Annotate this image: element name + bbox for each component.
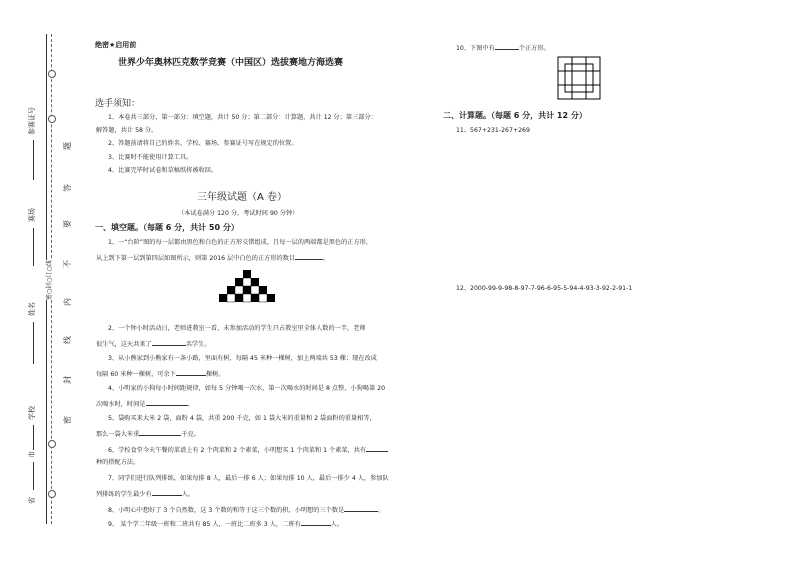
notice-heading: 选手须知： <box>95 99 141 109</box>
stair-square <box>259 286 267 294</box>
page-title: 世界少年奥林匹克数学竞赛（中国区）选拔赛地方海选赛 <box>118 58 344 68</box>
question-11: 11、567+231-267+269 <box>456 127 530 134</box>
section-fill-in: 一、填空题。（每题 6 分，共计 50 分） <box>95 223 239 232</box>
question-7-line2: 列排练的学生最少有 人。 <box>96 488 194 499</box>
stair-square <box>251 294 259 302</box>
question-1-line1: 1、一“台阶”图的每一层都由黑色和白色的正方形交错组成，且每一层的两端都是黑色的正方形， <box>108 239 373 246</box>
question-1-text: 从上到下第一层到第四层如图所示，则第 2016 层中白色的正方形的数目 <box>96 255 296 262</box>
hall-label: 赛场 <box>28 208 36 222</box>
question-2-line2: 很生气，这天共来了 名学生。 <box>96 338 210 349</box>
question-5-line2: 那么一袋大米重 千克。 <box>96 428 200 439</box>
hall-blank <box>33 228 34 266</box>
warning-char-5: 内 <box>63 298 72 306</box>
stair-square <box>227 286 235 294</box>
city-label: 市 <box>28 451 36 458</box>
id-number-label: 参赛证号 <box>28 107 36 135</box>
answer-blank-2[interactable] <box>152 338 186 346</box>
binding-hole-2 <box>48 115 56 123</box>
answer-blank-9[interactable] <box>301 518 331 526</box>
inner-square <box>565 64 593 92</box>
city-blank <box>33 462 34 490</box>
outer-square <box>558 57 600 99</box>
cut-line-text: 密○封○订○线 <box>46 260 53 300</box>
squares-figure <box>557 56 601 100</box>
question-9: 9、 某个学二年级一班和二班共有 85 人，一班比二班多 3 人，二班有 人。 <box>108 518 343 529</box>
warning-char-7: 封 <box>63 376 72 384</box>
answer-blank-1[interactable] <box>295 252 323 260</box>
school-label: 学校 <box>28 406 36 420</box>
question-6-line2: 种的搭配方法。 <box>96 459 140 466</box>
notice-item-1b: 解答题，共计 58 分。 <box>96 127 158 134</box>
binding-hole-1 <box>48 70 56 78</box>
province-label: 省 <box>28 497 36 504</box>
answer-blank-8[interactable] <box>344 504 378 512</box>
warning-char-2: 答 <box>63 184 72 192</box>
paper-title: 三年级试题（A 卷） <box>197 192 288 203</box>
question-10: 10、下图中有 个正方形。 <box>456 42 550 53</box>
warning-char-6: 线 <box>63 336 72 344</box>
stair-square <box>251 278 259 286</box>
question-8: 8、小明心中想好了 3 个自然数，这 3 个数的和等于这三个数的积，小明想的三个数是 。 <box>108 504 384 515</box>
question-1-line2: 从上到下第一层到第四层如图所示，则第 2016 层中白色的正方形的数目 。 <box>96 252 329 263</box>
notice-item-1: 1、本卷共三部分，第一部分：填空题，共计 50 分；第二部分：计算题，共计 12 分；第三部分： <box>108 114 377 121</box>
question-2-line1: 2、一个钟小时活动日，老师进教室一看，未参加活动的学生只占教室里全体人数的一半，老师 <box>108 325 366 332</box>
notice-item-3: 3、比赛时不能使用计算工具。 <box>108 154 193 161</box>
school-blank <box>33 425 34 450</box>
question-3-line1: 3、从小熊家到小熊家有一条小路，里面有树，每隔 45 米种一棵树，加上两端共 53 棵；现在改成 <box>108 355 377 362</box>
secret-mark: 绝密★启用前 <box>95 41 137 49</box>
id-number-blank <box>33 140 34 180</box>
question-12: 12、2000-99-9-98-8-97-7-96-6-95-5-94-4-93-3-92-2-91-1 <box>456 285 633 292</box>
name-label: 姓名 <box>28 302 36 316</box>
stair-square <box>235 294 243 302</box>
answer-blank-4[interactable] <box>146 398 188 406</box>
warning-char-3: 要 <box>63 220 72 228</box>
warning-char-8: 密 <box>63 416 72 424</box>
answer-blank-10[interactable] <box>495 42 519 50</box>
notice-item-2: 2、答题前请将自己的姓名、学校、赛场、参赛证号写在规定的位置。 <box>108 140 298 147</box>
binding-hole-4 <box>48 490 56 498</box>
question-6-line1: 6、学校食堂今天午餐的菜谱上有 2 个肉菜和 2 个素菜，小明想买 1 个肉菜和 1 个素菜，共有 <box>108 444 388 455</box>
paper-subtitle: （本试卷满分 120 分，考试时间 90 分钟） <box>178 210 299 217</box>
section-calculation: 二、计算题。（每题 6 分，共计 12 分） <box>443 111 587 120</box>
binding-margin <box>0 0 90 562</box>
stair-square <box>243 286 251 294</box>
name-blank <box>33 322 34 364</box>
question-3-line2: 每隔 60 米种一棵树，可余下 棵树。 <box>96 368 224 379</box>
stair-square <box>267 294 275 302</box>
answer-blank-3[interactable] <box>176 368 206 376</box>
notice-item-4: 4、比赛完毕时试卷和草稿纸将被收回。 <box>108 167 218 174</box>
answer-blank-5[interactable] <box>139 428 181 436</box>
staircase-figure <box>213 270 283 310</box>
question-4-line1: 4、小明家的小狗每小时间距规律，如每 5 分钟喝一次水，第一次喝水的时间是 8 点整，小狗喝第 20 <box>108 385 386 392</box>
question-7-line1: 7、同学们进行队列排练，如果每排 8 人，最后一排 6 人；如果每排 10 人，最后一排少 4 人，参加队 <box>108 475 389 482</box>
stair-square <box>243 270 251 278</box>
question-4-line2: 次喝水时，时间是 。 <box>96 398 194 409</box>
warning-char-1: 题 <box>63 142 72 150</box>
question-5-line1: 5、袋购买来大米 2 袋，面粉 4 袋，共重 200 千克，如 1 袋大米的重量和 2 袋面粉的重量相等， <box>108 415 376 422</box>
stair-square <box>219 294 227 302</box>
answer-blank-7[interactable] <box>152 488 182 496</box>
warning-char-4: 不 <box>63 260 72 268</box>
stair-square <box>235 278 243 286</box>
binding-hole-3 <box>48 440 56 448</box>
answer-blank-6[interactable] <box>366 444 388 452</box>
